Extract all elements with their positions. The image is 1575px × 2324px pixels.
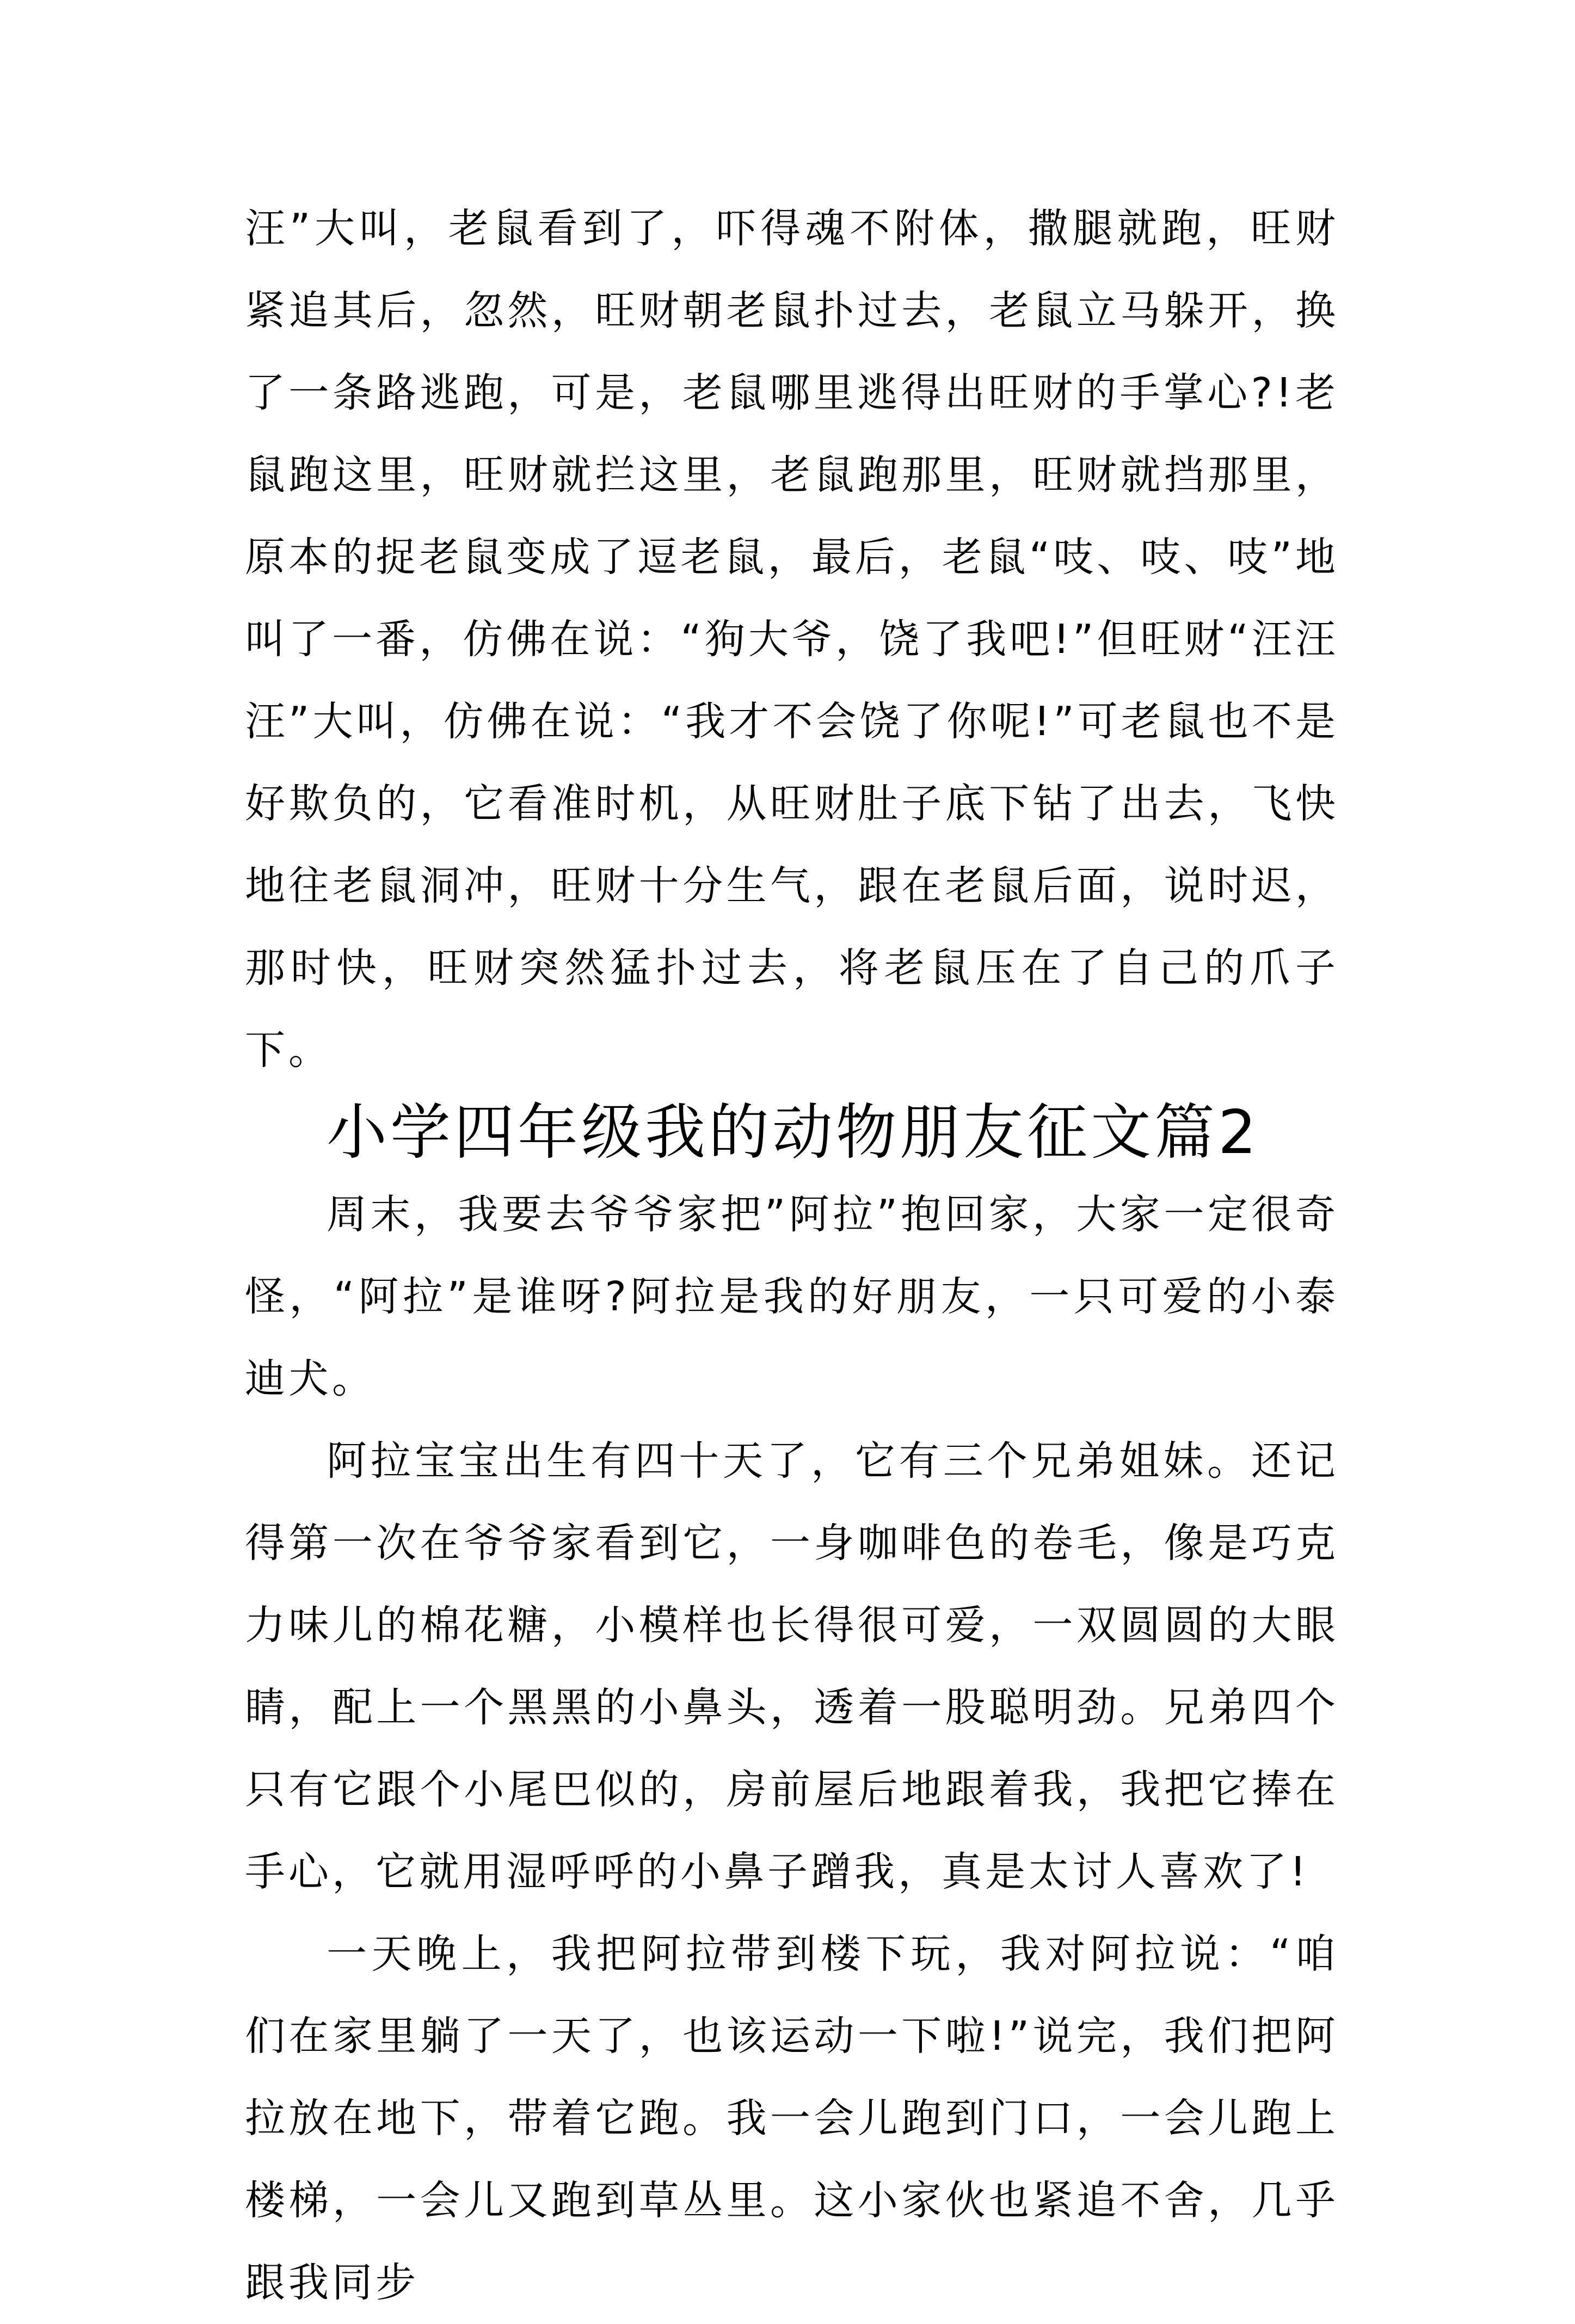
section-heading: 小学四年级我的动物朋友征文篇2 — [327, 1098, 1260, 1168]
paragraph-intro: 周末，我要去爷爷家把”阿拉”抱回家，大家一定很奇怪，“阿拉”是谁呀?阿拉是我的好朋友，一只可爱的小泰迪犬。 — [245, 1191, 1339, 1402]
document-body — [245, 188, 1339, 2324]
paragraph-continuation: 汪”大叫，老鼠看到了，吓得魂不附体，撒腿就跑，旺财紧追其后，忽然，旺财朝老鼠扑过去，老鼠立马躲开，换了一条路逃跑，可是，老鼠哪里逃得出旺财的手掌心?!老鼠跑这里，旺财就拦这里，老鼠跑那里，旺财就挡那里，原本的捉老鼠变成了逗老鼠，最后，老鼠“吱、吱、吱”地叫了一番，仿佛在说：“狗大爷，饶了我吧!”但旺财“汪汪汪”大叫，仿佛在说：“我才不会饶了你呢!”可老鼠也不是好欺负的，它看准时机，从旺财肚子底下钻了出去，飞快地往老鼠洞冲，旺财十分生气，跟在老鼠后面，说时迟，那时快，旺财突然猛扑过去，将老鼠压在了自己的爪子下。 — [245, 205, 1339, 1074]
paragraph-description: 阿拉宝宝出生有四十天了，它有三个兄弟姐妹。还记得第一次在爷爷家看到它，一身咖啡色的卷毛，像是巧克力味儿的棉花糖，小模样也长得很可爱，一双圆圆的大眼睛，配上一个黑黑的小鼻头，透着一股聪明劲。兄弟四个只有它跟个小尾巴似的，房前屋后地跟着我，我把它捧在手心，它就用湿呼呼的小鼻子蹭我，真是太讨人喜欢了! — [245, 1438, 1339, 1895]
paragraph-evening-play: 一天晚上，我把阿拉带到楼下玩，我对阿拉说：“咱们在家里躺了一天了，也该运动一下啦!”说完，我们把阿拉放在地下，带着它跑。我一会儿跑到门口，一会儿跑上楼梯，一会儿又跑到草丛里。这小家伙也紧追不舍，几乎跟我同步 — [245, 1931, 1339, 2306]
